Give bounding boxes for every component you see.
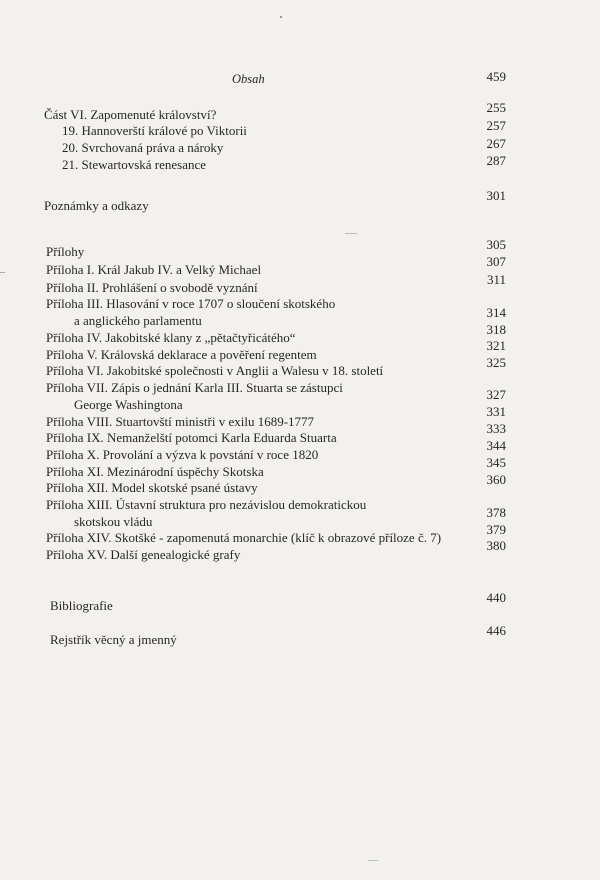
toc-bibliography-page: 440 [486,590,506,605]
toc-appendix-label: Příloha XV. Další genealogické grafy [46,547,241,562]
toc-appendix-label: Příloha II. Prohlášení o svobodě vyznání [46,280,258,295]
toc-appendix-label: Příloha IX. Nemanželští potomci Karla Eduarda Stuarta [46,430,337,445]
toc-appendix-label: Příloha III. Hlasování v roce 1707 o sloučení skotského [46,296,336,311]
toc-part-page: 255 [486,100,506,115]
running-header-page-number: 459 [486,69,506,84]
toc-appendix-page: 314 [486,305,506,320]
toc-chapter-label: 19. Hannoverští králové po Viktorii [62,123,247,138]
toc-appendix-label: Příloha VI. Jakobitské společnosti v Anglii a Walesu v 18. století [46,363,384,378]
toc-appendix-continuation: George Washingtona [74,397,183,412]
toc-chapter-page: 287 [486,153,506,168]
toc-notes-label: Poznámky a odkazy [44,198,149,213]
toc-appendices-heading: Přílohy [46,244,85,259]
toc-appendix-page: 360 [486,472,506,487]
toc-appendix-page: 307 [486,254,506,269]
toc-appendix-label: Příloha VII. Zápis o jednání Karla III. Stuarta se zástupci [46,380,343,395]
toc-index-page: 446 [486,623,506,638]
toc-chapter-label: 21. Stewartovská renesance [62,157,207,172]
toc-appendix-page: 344 [486,438,506,453]
toc-appendix-page: 378 [486,505,506,520]
toc-appendix-label: Příloha VIII. Stuartovští ministři v exilu 1689-1777 [46,414,315,429]
toc-appendix-page: 333 [486,421,506,436]
toc-chapter-label: 20. Svrchovaná práva a nároky [62,140,224,155]
toc-appendix-page: 331 [486,404,506,419]
scan-speck [345,233,357,234]
toc-chapter-page: 267 [486,136,506,151]
toc-appendix-page: 325 [486,355,506,370]
toc-appendix-label: Příloha IV. Jakobitské klany z „pětačtyřicátého“ [46,330,296,345]
toc-appendix-page: 327 [486,387,506,402]
toc-appendix-page: 380 [486,538,506,553]
toc-appendix-label: Příloha XIII. Ústavní struktura pro nezávislou demokratickou [46,497,367,512]
toc-appendices-page: 305 [486,237,506,252]
toc-appendix-label: Příloha XIV. Skotšké - zapomenutá monarchie (klíč k obrazové příloze č. 7) [46,530,442,545]
toc-bibliography-label: Bibliografie [50,598,113,613]
toc-chapter-page: 257 [486,118,506,133]
toc-appendix-page: 321 [486,338,506,353]
scan-speck [368,860,378,861]
toc-appendix-page: 311 [486,272,506,287]
scan-speck [280,16,282,18]
toc-part-label: Část VI. Zapomenuté království? [44,107,217,122]
running-header-title: Obsah [232,72,265,86]
toc-appendix-label: Příloha X. Provolání a výzva k povstání v roce 1820 [46,447,319,462]
toc-appendix-label: Příloha XII. Model skotské psané ústavy [46,480,258,495]
toc-appendix-page: 318 [486,322,506,337]
toc-index-label: Rejstřík věcný a jmenný [50,632,177,647]
toc-appendix-page: 345 [486,455,506,470]
toc-appendix-label: Příloha I. Král Jakub IV. a Velký Michael [46,262,262,277]
toc-appendix-label: Příloha XI. Mezinárodní úspěchy Skotska [46,464,264,479]
toc-appendix-page: 379 [486,522,506,537]
toc-appendix-continuation: skotskou vládu [74,514,153,529]
toc-notes-page: 301 [486,188,506,203]
toc-appendix-continuation: a anglického parlamentu [74,313,202,328]
toc-appendix-label: Příloha V. Královská deklarace a pověření regentem [46,347,317,362]
scan-speck [0,272,5,273]
